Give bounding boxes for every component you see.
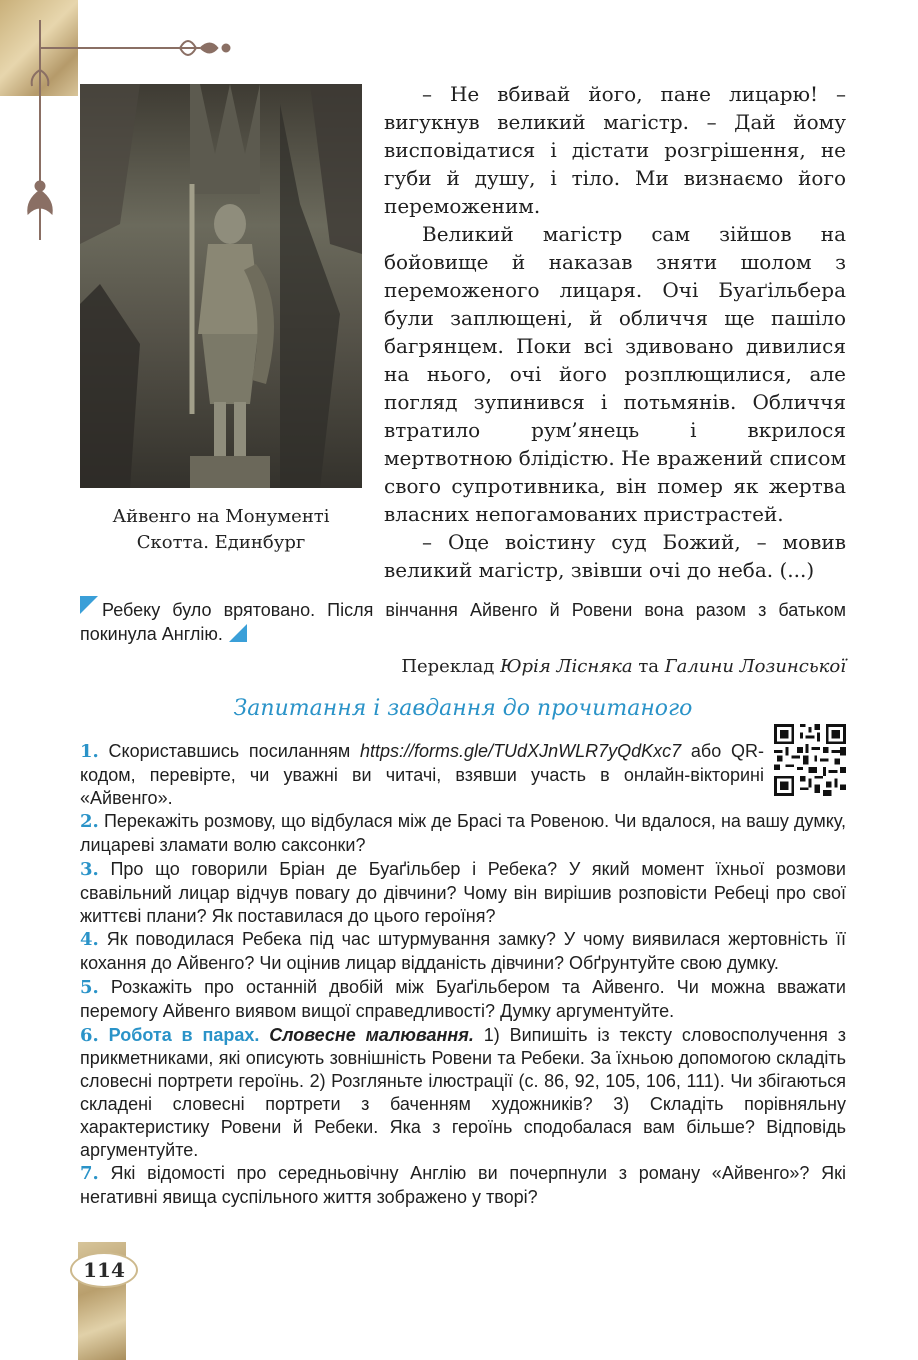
note-start-marker-icon [80, 596, 98, 614]
pair-work-label: Робота в парах. [108, 1024, 260, 1045]
question-text: Про що говорили Бріан де Буаґільбер і Ребека? У який момент їхньої розмови свавільний лицар відчув повагу до дівчини? Чому він вирішив розповісти Ребеці про свої життєві плани? Як поставилася до цього героїня? [80, 858, 846, 926]
page-number: 114 [70, 1252, 138, 1288]
question-number: 6. [80, 1024, 99, 1046]
question-5 [80, 976, 846, 1023]
question-1-text-before: Скориставшись посиланням [108, 741, 351, 761]
note-text: Ребеку було врятовано. Після вінчання Айвенго й Ровени вона разом з батьком покинула Англію. [80, 600, 846, 644]
editorial-note [80, 596, 846, 646]
question-number: 2. [80, 811, 99, 833]
caption-line-1: Айвенго на Монументі [112, 506, 330, 527]
story-paragraph-1: – Не вбивай його, пане лицарю! – вигукнув великий магістр. – Дай йому висповідатися і дістати розгрішення, не губи й душу, і тіло. Ми визнаємо його переможеним. [384, 82, 846, 218]
verbal-drawing-label: Словесне малювання. [269, 1024, 474, 1045]
translation-credit [401, 656, 846, 677]
translation-prefix: Переклад [401, 656, 495, 677]
question-1 [80, 740, 764, 809]
question-text: Перекажіть розмову, що відбулася між де Брасі та Ровеною. Чи вдалося, на вашу думку, лицареві зламати волю саксонки? [80, 811, 846, 856]
quiz-link[interactable]: https://forms.gle/TUdXJnWLR7yQdKxc7 [360, 741, 682, 761]
question-text: Розкажіть про останній двобій між Буаґільбером та Айвенго. Чи можна вважати перемогу Айвенго виявом вищої справедливості? Думку аргументуйте. [80, 976, 846, 1021]
question-number: 7. [80, 1163, 99, 1185]
question-4 [80, 928, 846, 975]
photo-caption [80, 504, 362, 556]
section-heading: Запитання і завдання до прочитаного [233, 696, 693, 721]
question-7 [80, 1162, 846, 1209]
question-number: 4. [80, 929, 99, 951]
questions-list [80, 740, 846, 1210]
question-6 [80, 1024, 846, 1162]
story-text [384, 80, 846, 584]
question-number: 5. [80, 976, 99, 998]
question-2 [80, 810, 846, 857]
caption-line-2: Скотта. Единбург [136, 532, 306, 553]
note-end-marker-icon [229, 624, 247, 642]
translation-connector: та [638, 656, 660, 677]
question-number: 3. [80, 858, 99, 880]
ivanhoe-statue-photo [80, 84, 362, 488]
question-1-text-after: або QR-кодом, перевірте, чи уважні ви читачі, взявши участь в онлайн-вікторині «Айвенго». [80, 741, 764, 808]
story-paragraph-3: – Оце воістину суд Божий, – мовив великий магістр, звівши очі до неба. (...) [384, 530, 846, 582]
statue-illustration [80, 84, 362, 488]
question-number: 1. [80, 741, 99, 762]
question-text: Як поводилася Ребека під час штурмування замку? У чому виявилася жертовність її кохання до Айвенго? Чи оцінив лицар відданість дівчини? Обґрунтуйте свою думку. [80, 929, 846, 974]
story-paragraph-2: Великий магістр сам зійшов на бойовище й наказав зняти шолом з переможеного лицаря. Очі Буаґільбера були заплющені, й обличчя ще пашіло багрянцем. Поки всі здивовано дивилися на нього, очі його розплющилися, але погляд зупинився і потьмянів. Обличчя втратило рум’янець і вкрилося мертвотною блідістю. Не вражений списом свого супротивника, він помер як жертва власних непогамованих пристрастей. [384, 222, 846, 526]
translator-2: Галини Лозинської [664, 656, 846, 677]
question-3 [80, 858, 846, 927]
translator-1: Юрія Лісняка [500, 656, 633, 677]
question-text: Які відомості про середньовічну Англію ви почерпнули з роману «Айвенго»? Які негативні явища суспільного життя зображено у творі? [80, 1163, 846, 1208]
question-text: 1) Випишіть із тексту словосполучення з прикметниками, які описують зовнішність Ровени та Ребеки. За їхньою допомогою складіть словесні портрети героїнь. 2) Розгляньте ілюстрації (с. 86, 92, 105, 106, 111). Чи збігаються складені словесні портрети з баченням художників? 3) Складіть порівняльну характеристику Ровени й Ребеки. Яка з героїнь сподобалася вам більше? Відповідь аргументуйте. [80, 1024, 846, 1160]
